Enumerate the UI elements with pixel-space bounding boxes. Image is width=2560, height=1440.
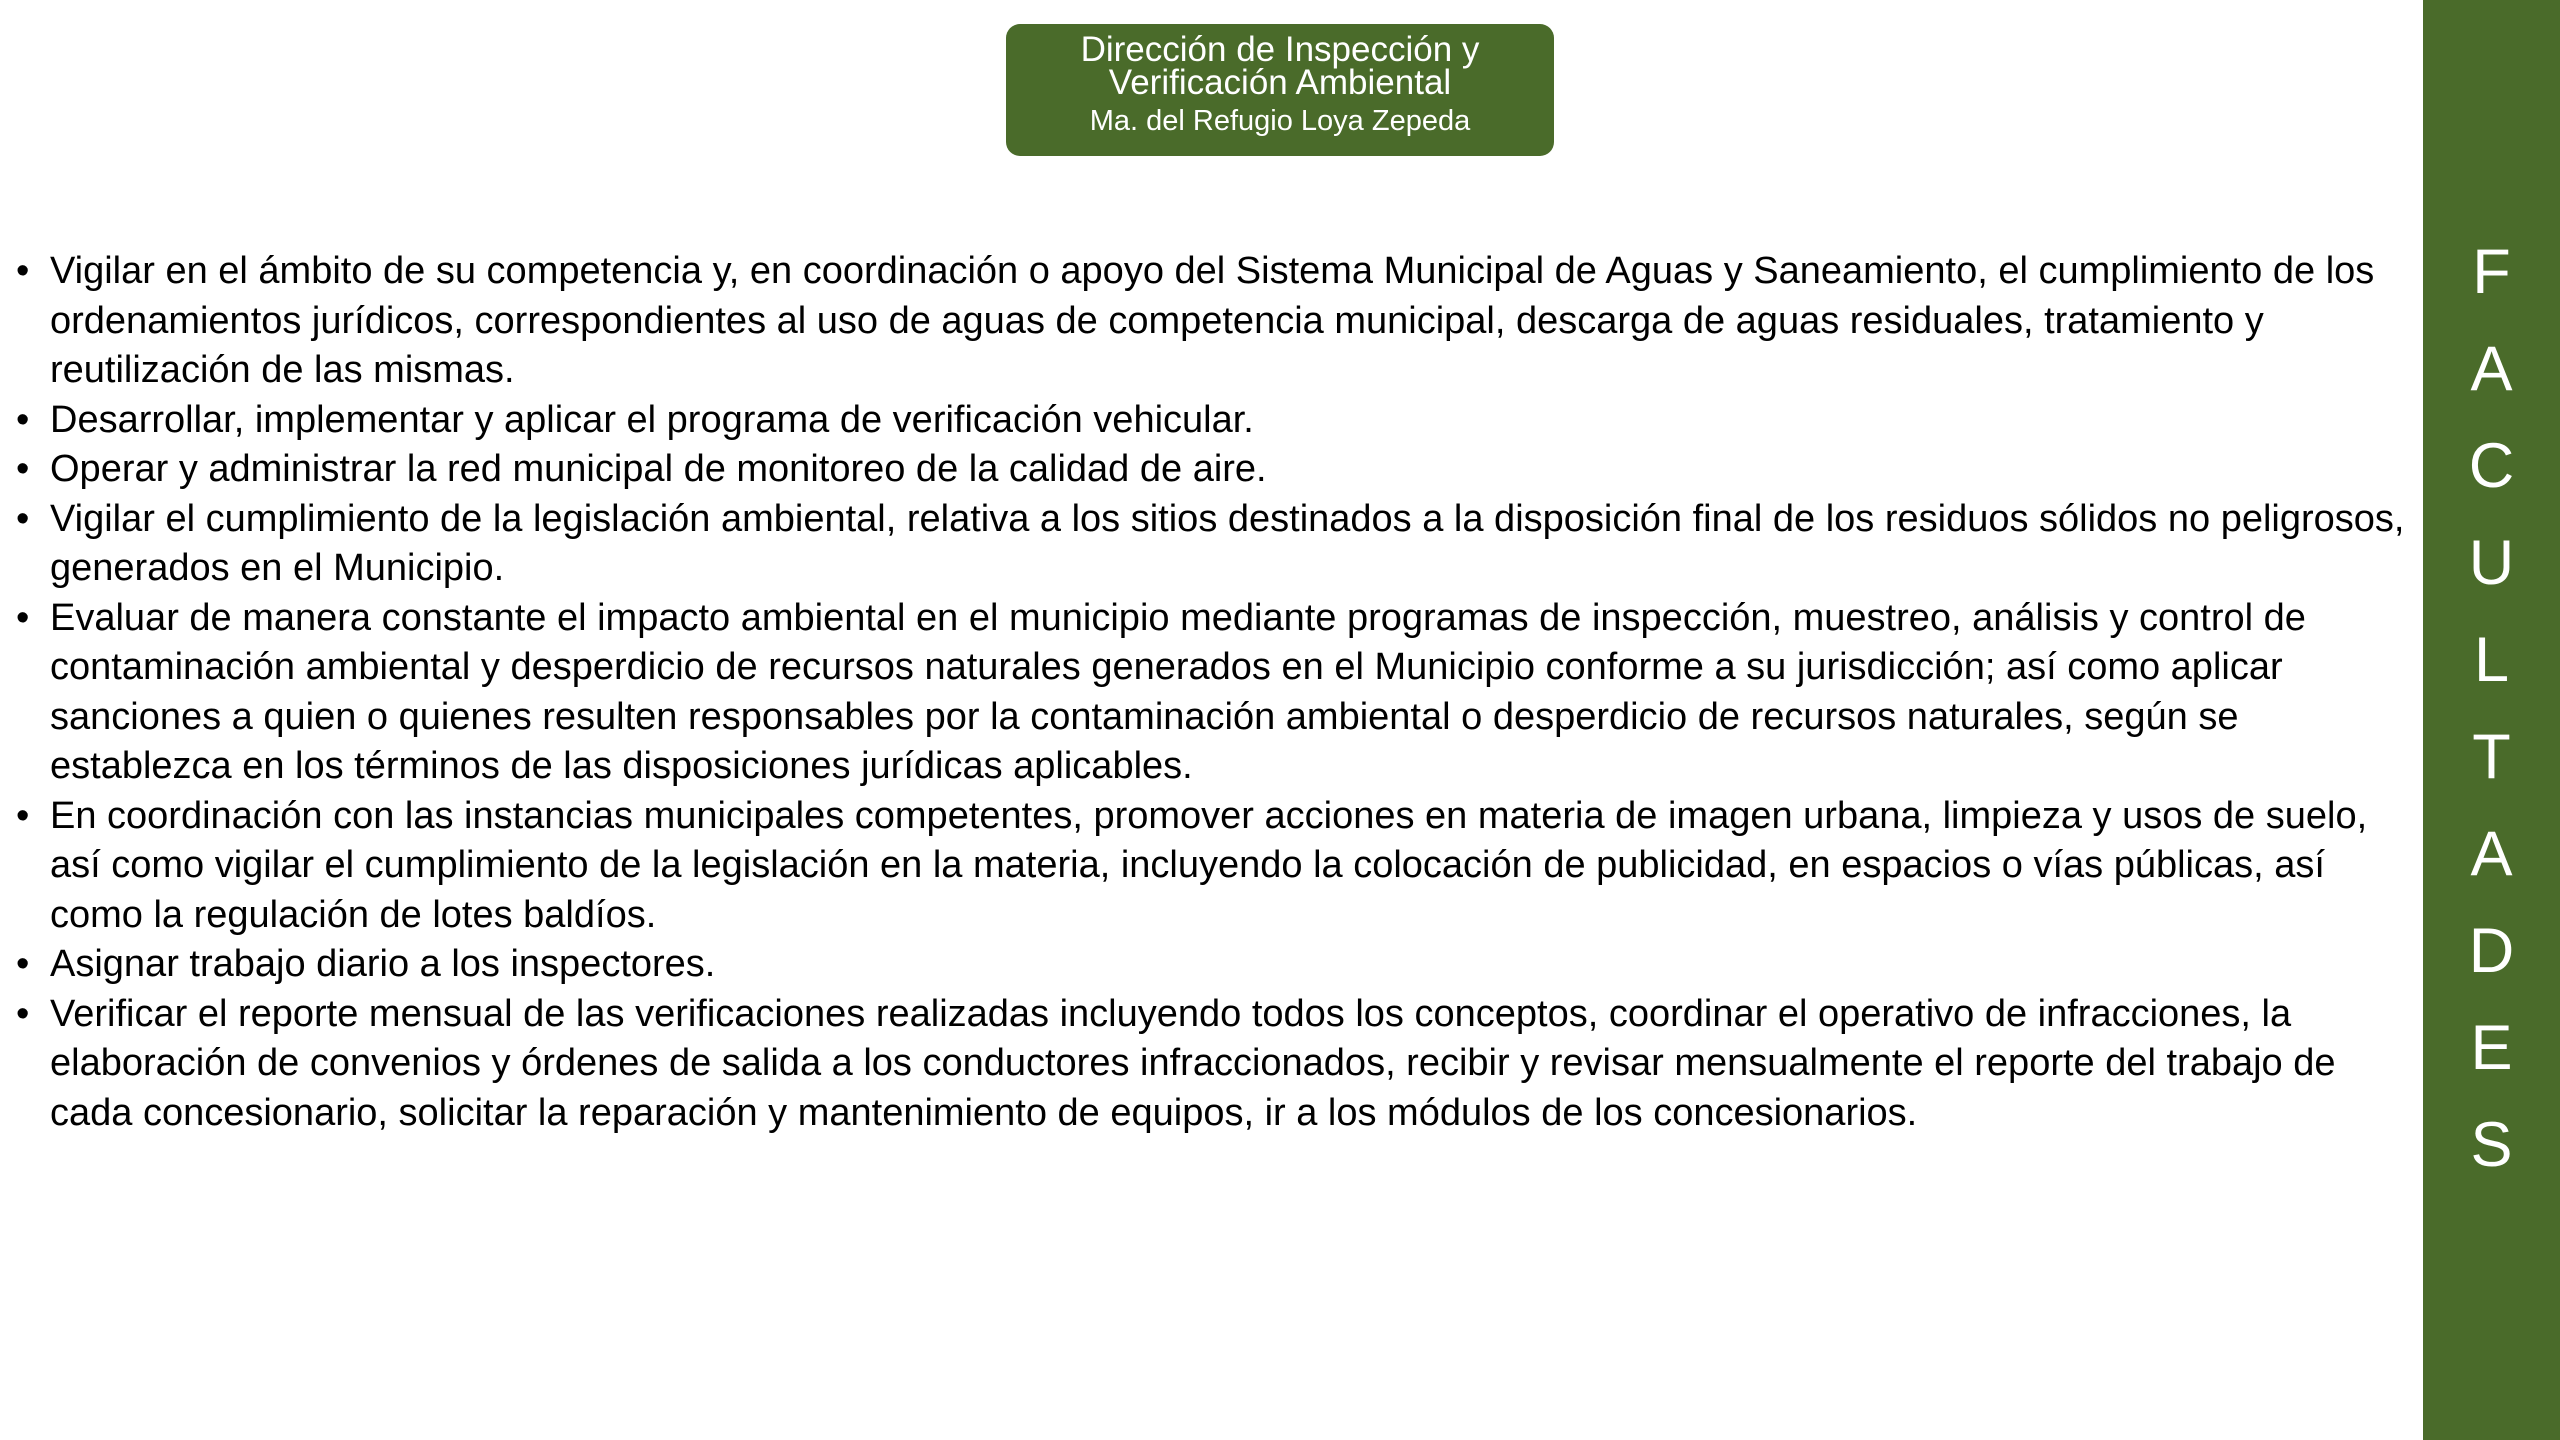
department-title-line-2: Verificación Ambiental	[1108, 63, 1452, 102]
list-item	[16, 594, 2411, 792]
sidebar-letter: U	[2468, 528, 2515, 598]
faculties-list	[16, 247, 2411, 1138]
bullet-icon: •	[16, 398, 30, 441]
bullet-icon: •	[16, 794, 30, 837]
sidebar-letter: F	[2472, 237, 2511, 307]
sidebar-letter: S	[2470, 1110, 2513, 1180]
sidebar-letter: L	[2473, 625, 2510, 695]
list-item	[16, 445, 2411, 495]
sidebar-letter: E	[2470, 1013, 2513, 1083]
bullet-icon: •	[16, 992, 30, 1035]
list-item-text: Vigilar en el ámbito de su competencia y, en coordinación o apoyo del Sistema Municipal de Aguas y Saneamiento, el cumplimiento de los ordenamientos jurídicos, correspondientes al uso de aguas de competencia municipal, descarga de aguas residuales, tratamiento y reutilización de las mismas.	[50, 250, 2375, 391]
list-item	[16, 396, 2411, 446]
sidebar-letter: D	[2468, 916, 2515, 986]
bullet-icon: •	[16, 448, 30, 490]
sidebar-vertical-title	[2423, 224, 2560, 1194]
list-item	[16, 990, 2411, 1139]
list-item-text: Evaluar de manera constante el impacto ambiental en el municipio mediante programas de inspección, muestreo, análisis y control de contaminación ambiental y desperdicio de recursos naturales generados en el Municipio conforme a su jurisdicción; así como aplicar sanciones a quien o quienes resulten responsables por la contaminación ambiental o desperdicio de recursos naturales, según se establezca en los términos de las disposiciones jurídicas aplicables.	[50, 596, 2306, 787]
list-item	[16, 247, 2411, 396]
bullet-icon: •	[16, 250, 30, 292]
sidebar-letter: A	[2470, 819, 2513, 889]
sidebar-facultades	[2423, 0, 2560, 1440]
list-item	[16, 940, 2411, 990]
list-item-text: Verificar el reporte mensual de las verificaciones realizadas incluyendo todos los conceptos, coordinar el operativo de infracciones, la elaboración de convenios y órdenes de salida a los conductores infraccionados, recibir y revisar mensualmente el reporte del trabajo de cada concesionario, solicitar la reparación y mantenimiento de equipos, ir a los módulos de los concesionarios.	[50, 992, 2336, 1134]
list-item-text: Desarrollar, implementar y aplicar el programa de verificación vehicular.	[50, 398, 1254, 441]
list-item-text: Operar y administrar la red municipal de monitoreo de la calidad de aire.	[50, 448, 1267, 490]
department-title-line-1: Dirección de Inspección y	[1080, 30, 1480, 69]
list-item-text: Vigilar el cumplimiento de la legislación ambiental, relativa a los sitios destinados a la disposición final de los residuos sólidos no peligrosos, generados en el Municipio.	[50, 497, 2405, 589]
department-header	[1006, 24, 1554, 156]
sidebar-letter: C	[2468, 431, 2515, 501]
list-item-text: Asignar trabajo diario a los inspectores.	[50, 943, 716, 985]
bullet-icon: •	[16, 497, 30, 540]
list-item-text: En coordinación con las instancias municipales competentes, promover acciones en materia de imagen urbana, limpieza y usos de suelo, así como vigilar el cumplimiento de la legislación en la materia, incluyendo la colocación de publicidad, en espacios o vías públicas, así como la regulación de lotes baldíos.	[50, 794, 2368, 936]
list-item	[16, 495, 2411, 594]
list-item	[16, 792, 2411, 941]
bullet-icon: •	[16, 596, 30, 639]
sidebar-letter: A	[2470, 334, 2513, 404]
sidebar-letter: T	[2472, 722, 2511, 792]
bullet-icon: •	[16, 943, 30, 985]
department-head-name: Ma. del Refugio Loya Zepeda	[1089, 105, 1471, 137]
